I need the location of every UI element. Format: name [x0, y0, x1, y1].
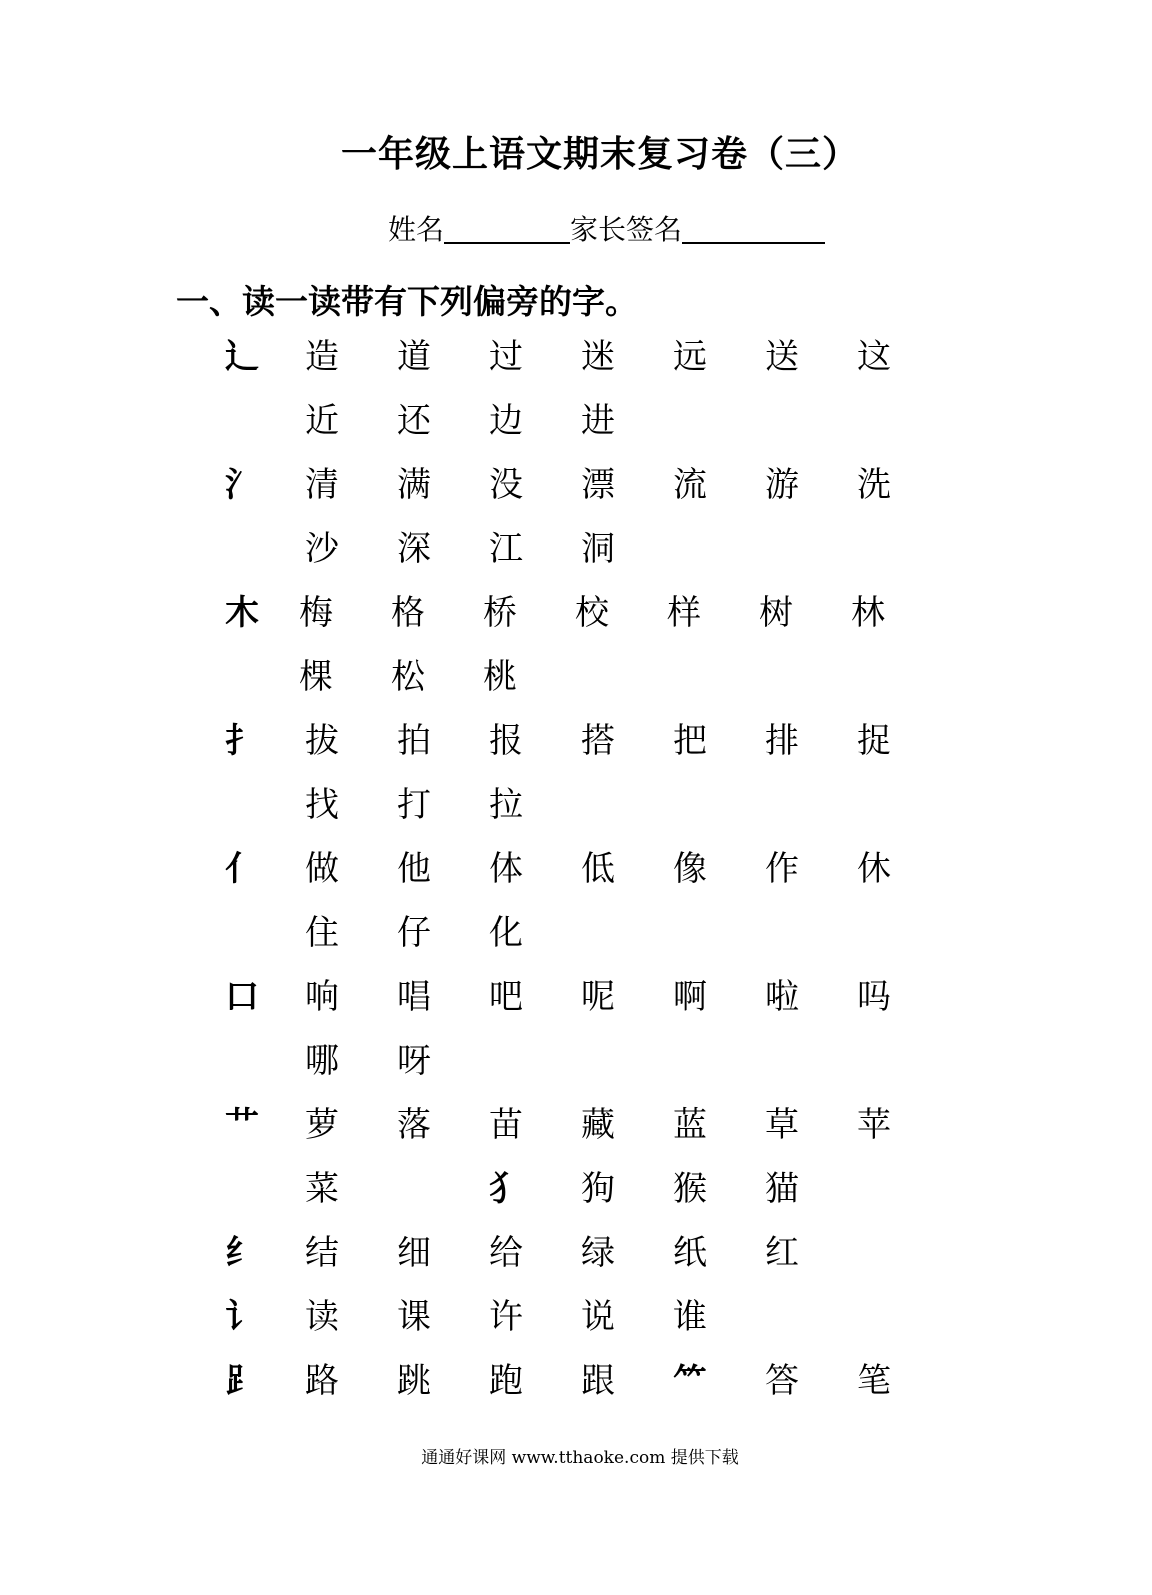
name-blank[interactable] [444, 212, 570, 244]
character: 呀 [397, 1041, 431, 1081]
character: 排 [765, 721, 799, 761]
character: 洞 [581, 529, 615, 569]
character: 笔 [857, 1361, 891, 1401]
character: 猴 [673, 1169, 707, 1209]
character: 给 [489, 1233, 523, 1273]
page-title: 一年级上语文期末复习卷（三） [340, 134, 859, 175]
character: 迷 [581, 337, 615, 377]
section-heading: 一、读一读带有下列偏旁的字。 [176, 282, 638, 321]
character: 课 [397, 1297, 431, 1337]
character: 拉 [489, 785, 523, 825]
character: 江 [489, 529, 523, 569]
character: 满 [397, 465, 431, 505]
character: 说 [581, 1297, 615, 1337]
character: 流 [673, 465, 707, 505]
character: 他 [397, 849, 431, 889]
character: 林 [851, 593, 885, 633]
character: 拍 [397, 721, 431, 761]
radical-label: 犭 [489, 1169, 523, 1209]
character: 样 [667, 593, 701, 633]
character: 路 [305, 1361, 339, 1401]
character: 萝 [305, 1105, 339, 1145]
character: 远 [673, 337, 707, 377]
radical-label: 木 [225, 593, 259, 633]
character: 搭 [581, 721, 615, 761]
radical-label: 辶 [225, 337, 259, 377]
character: 住 [305, 913, 339, 953]
character: 桥 [483, 593, 517, 633]
parent-signature-blank[interactable] [682, 212, 825, 244]
character: 纸 [673, 1233, 707, 1273]
character: 吧 [489, 977, 523, 1017]
character: 找 [305, 785, 339, 825]
character: 像 [673, 849, 707, 889]
character: 许 [489, 1297, 523, 1337]
character: 清 [305, 465, 339, 505]
character: 过 [489, 337, 523, 377]
character: 校 [575, 593, 609, 633]
character: 吗 [857, 977, 891, 1017]
radical-label: 扌 [225, 721, 259, 761]
character: 唱 [397, 977, 431, 1017]
character: 藏 [581, 1105, 615, 1145]
character: 树 [759, 593, 793, 633]
radical-label: 口 [225, 977, 259, 1017]
character: 松 [391, 657, 425, 697]
character: 捉 [857, 721, 891, 761]
character: 把 [673, 721, 707, 761]
character: 这 [857, 337, 891, 377]
character: 进 [581, 401, 615, 441]
character: 跟 [581, 1361, 615, 1401]
character: 仔 [397, 913, 431, 953]
character: 近 [305, 401, 339, 441]
character: 啦 [765, 977, 799, 1017]
radical-label: 氵 [225, 465, 259, 505]
name-label: 姓名 [388, 213, 445, 246]
character: 作 [765, 849, 799, 889]
character: 边 [489, 401, 523, 441]
character: 休 [857, 849, 891, 889]
character: 跳 [397, 1361, 431, 1401]
character: 格 [391, 593, 425, 633]
character: 做 [305, 849, 339, 889]
character: 洗 [857, 465, 891, 505]
character: 漂 [581, 465, 615, 505]
radical-label: 艹 [225, 1105, 259, 1145]
character: 桃 [483, 657, 517, 697]
character: 苹 [857, 1105, 891, 1145]
radical-label: 亻 [225, 849, 259, 889]
character: 体 [489, 849, 523, 889]
character: 苗 [489, 1105, 523, 1145]
character: 深 [397, 529, 431, 569]
radical-label: ⺮ [673, 1361, 707, 1401]
character: 结 [305, 1233, 339, 1273]
character: 拔 [305, 721, 339, 761]
character: 落 [397, 1105, 431, 1145]
character: 沙 [305, 529, 339, 569]
character: 猫 [765, 1169, 799, 1209]
character: 没 [489, 465, 523, 505]
character: 棵 [299, 657, 333, 697]
character: 读 [305, 1297, 339, 1337]
character: 蓝 [673, 1105, 707, 1145]
character: 哪 [305, 1041, 339, 1081]
character: 道 [397, 337, 431, 377]
character: 低 [581, 849, 615, 889]
character: 谁 [673, 1297, 707, 1337]
signature-line [388, 208, 825, 248]
character: 菜 [305, 1169, 339, 1209]
character: 报 [489, 721, 523, 761]
radical-label: ⻊ [225, 1361, 259, 1401]
character: 还 [397, 401, 431, 441]
character: 啊 [673, 977, 707, 1017]
character: 跑 [489, 1361, 523, 1401]
character: 梅 [299, 593, 333, 633]
character: 呢 [581, 977, 615, 1017]
character: 化 [489, 913, 523, 953]
character: 打 [397, 785, 431, 825]
character: 草 [765, 1105, 799, 1145]
character: 造 [305, 337, 339, 377]
character: 响 [305, 977, 339, 1017]
character: 狗 [581, 1169, 615, 1209]
character: 细 [397, 1233, 431, 1273]
character: 答 [765, 1361, 799, 1401]
character: 红 [765, 1233, 799, 1273]
radical-label: 讠 [225, 1297, 259, 1337]
character: 绿 [581, 1233, 615, 1273]
character: 送 [765, 337, 799, 377]
footer: 通通好课网 www.tthaoke.com 提供下载 [421, 1448, 739, 1468]
radical-label: 纟 [225, 1233, 259, 1273]
character: 游 [765, 465, 799, 505]
parent-signature-label: 家长签名 [570, 213, 683, 246]
